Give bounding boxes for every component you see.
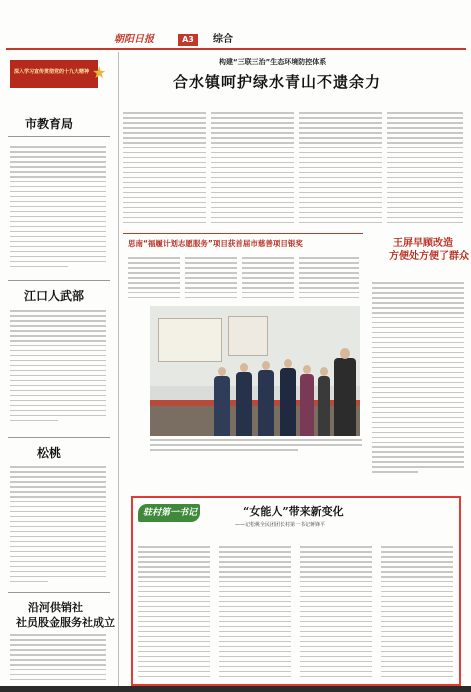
left-article-body bbox=[10, 466, 106, 586]
main-article-body-col4 bbox=[387, 112, 463, 227]
left-headline-armed-forces: 江口人武部 bbox=[24, 289, 85, 303]
feature-article-subtitle: ——记松桃全民团团长村第一书记蒋锋平 bbox=[235, 522, 326, 528]
left-headline-coop-line1: 沿河供销社 bbox=[28, 601, 83, 614]
column-logo bbox=[138, 502, 200, 524]
photo-caption bbox=[150, 439, 362, 454]
right-article-headline-line1: 王屏早顾改造 bbox=[393, 238, 453, 249]
divider bbox=[8, 437, 110, 438]
newspaper-logo: 朝阳日报 bbox=[114, 34, 154, 45]
mid-article-headline: 思南“福履计划志愿服务”项目获首届市慈善项目银奖 bbox=[128, 239, 303, 248]
masthead bbox=[6, 34, 466, 50]
page-bottom-strip bbox=[0, 686, 471, 692]
feature-article-body-col4 bbox=[381, 546, 453, 681]
main-article-body-col2 bbox=[211, 112, 294, 227]
main-article-kicker: 构建“三联三治”生态环境防控体系 bbox=[219, 58, 327, 66]
left-article-body bbox=[10, 634, 106, 684]
left-article-body bbox=[10, 146, 106, 271]
divider bbox=[8, 280, 110, 281]
divider bbox=[8, 136, 110, 137]
left-headline-coop-line2: 社员股金服务社成立 bbox=[16, 616, 115, 629]
news-photo bbox=[150, 306, 360, 436]
feature-article-body-col2 bbox=[219, 546, 291, 681]
feature-article-body-col3 bbox=[300, 546, 372, 681]
main-article-body-col3 bbox=[299, 112, 382, 227]
feature-article-body-col1 bbox=[138, 546, 210, 681]
column-logo-text: 驻村第一书记 bbox=[143, 508, 198, 518]
column-rule bbox=[118, 52, 119, 692]
left-headline-songtao: 松桃 bbox=[37, 446, 62, 460]
right-article-body bbox=[372, 282, 464, 476]
mid-article-body-col1 bbox=[128, 257, 180, 302]
divider bbox=[123, 233, 363, 234]
page-number: A3 bbox=[178, 34, 198, 46]
mid-article-body-col4 bbox=[299, 257, 359, 302]
main-article-body-col1 bbox=[123, 112, 206, 227]
mid-article-body-col2 bbox=[185, 257, 237, 302]
left-headline-education: 市教育局 bbox=[25, 117, 74, 131]
section-name: 综合 bbox=[213, 34, 233, 45]
main-article-headline: 合水镇呵护绿水青山不遗余力 bbox=[173, 73, 382, 91]
campaign-banner-text: 深入学习宣传贯彻党的十九大精神 bbox=[14, 69, 90, 75]
left-article-body bbox=[10, 310, 106, 425]
right-article-headline-line2: 方便处方便了群众 bbox=[389, 251, 469, 262]
divider bbox=[8, 592, 110, 593]
mid-article-body-col3 bbox=[242, 257, 294, 302]
star-icon: ★ bbox=[92, 63, 107, 82]
feature-article-title: “女能人”带来新变化 bbox=[243, 505, 344, 518]
